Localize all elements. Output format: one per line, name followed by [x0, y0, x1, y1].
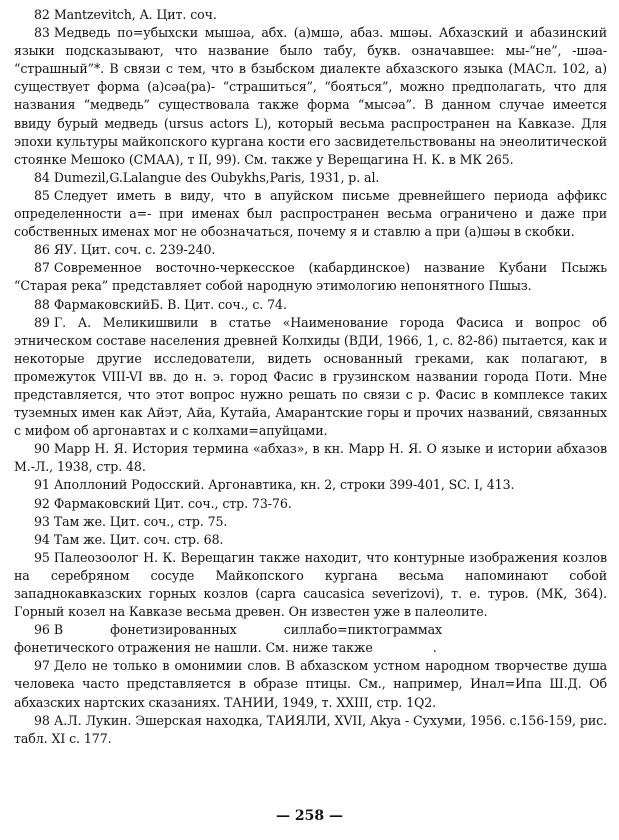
note-97: 97 Дело не только в омонимии слов. В абхазском устном народном творчестве душа человека часто представляется в образе птицы. См., например, Инал=Ипа Ш.Д. Об абхазских нартских сказаниях. ТАНИИ, 1949, т. XXIII, стр. 1Q2.: [14, 658, 607, 710]
note-96: 96 В фонетизированных силлабо=пиктограммахфонетического отражения не нашли. См. ниже также .: [14, 622, 442, 656]
note-88: 88 ФармаковскийБ. В. Цит. соч., с. 74.: [34, 296, 287, 312]
note-83: 83 Медведь по=убыхски мышәа, абх. (а)мшә, абаз. мшәы. Абхазский и абазинский языки подсказывают, что название было табу, букв. означавшее: мы-“не”, -шәа- “страшный”*. В связи с тем, что в бзыбском диалекте абхазского языка (МАСл. 102, а) существует форма (а)сәа(ра)- “страшиться”, “бояться”, можно предполагать, что для названия “медведь” существовала также форма “мысәа”. В данном случае имеется ввиду бурый медведь (ursus actors L), который весьма распространен на Кавказе. Для эпохи культуры майкопского кургана кости его засвидетельствованы на энеолитической стоянке Мешоко (СМАА), т II, 99). См. также у Верещагина Н. К. в МК 265.: [14, 25, 607, 167]
note-84: 84 Dumezil,G.Lalangue des Oubykhs,Paris, 1931, p. al.: [34, 169, 380, 185]
note-93: 93 Там же. Цит. соч., стр. 75.: [34, 513, 228, 529]
note-82: 82 Mantzevitch, A. Цит. соч.: [34, 7, 217, 22]
note-92: 92 Фармаковский Цит. соч., стр. 73-76.: [34, 495, 292, 511]
note-90: 90 Марр Н. Я. История термина «абхаз», в кн. Марр Н. Я. О языке и истории абхазов М.-Л., 1938, стр. 48.: [14, 441, 607, 475]
note-86: 86 ЯУ. Цит. соч. с. 239-240.: [34, 242, 216, 258]
note-85: 85 Следует иметь в виду, что в апуйском письме древнейшего периода аффикс определенности а=- при именах был распространен весьма ограничено и даже при собственных именах мог не обозначаться, почему я и ставлю а при (а)шәы в скобки.: [14, 187, 607, 240]
page-number: — 258 —: [276, 808, 343, 824]
note-91: 91 Аполлоний Родосский. Аргонавтика, кн. 2, строки 399-401, SC. I, 413.: [34, 477, 515, 493]
note-89: 89 Г. А. Меликишвили в статье «Наименование города Фасиса и вопрос об этническом составе населения древней Колхиды (ВДИ, 1966, 1, с. 82-86) пытается, как и некоторые другие исследователи, видеть основанный греками, как полагают, в промежуток VIII-VI вв. до н. э. город Фасис в грузинском названии города Поти. Мне представляется, что этот вопрос нужно решать по связи с р. Фасис в комплексе таких туземных имен как Айэт, Айа, Кутайа, Амарантские горы и прочих названий, связанных с мифом об аргонавтах и с колхами=апуйцами.: [14, 314, 607, 439]
note-94: 94 Там же. Цит. соч. стр. 68.: [34, 531, 224, 547]
note-87: 87 Современное восточно-черкесское (кабардинское) название Кубани Псыжь “Старая река” представляет собой народную этимологию непонятного Пшыз.: [14, 260, 607, 294]
note-95: 95 Палеозоолог Н. К. Верещагин также находит, что контурные изображения козлов на серебряном сосуде Майкопского кургана весьма напоминают собой западнокавказских горных козлов (capra caucasica severizovi), т. е. туров. (МК, 364). Горный козел на Кавказе весьма древен. Он известен уже в палеолите.: [14, 549, 607, 620]
note-98: 98 А.Л. Лукин. Эшерская находка, ТАИЯЛИ, XVII, Akya - Сухуми, 1956. с.156-159, рис. табл. XI с. 177.: [14, 712, 607, 746]
